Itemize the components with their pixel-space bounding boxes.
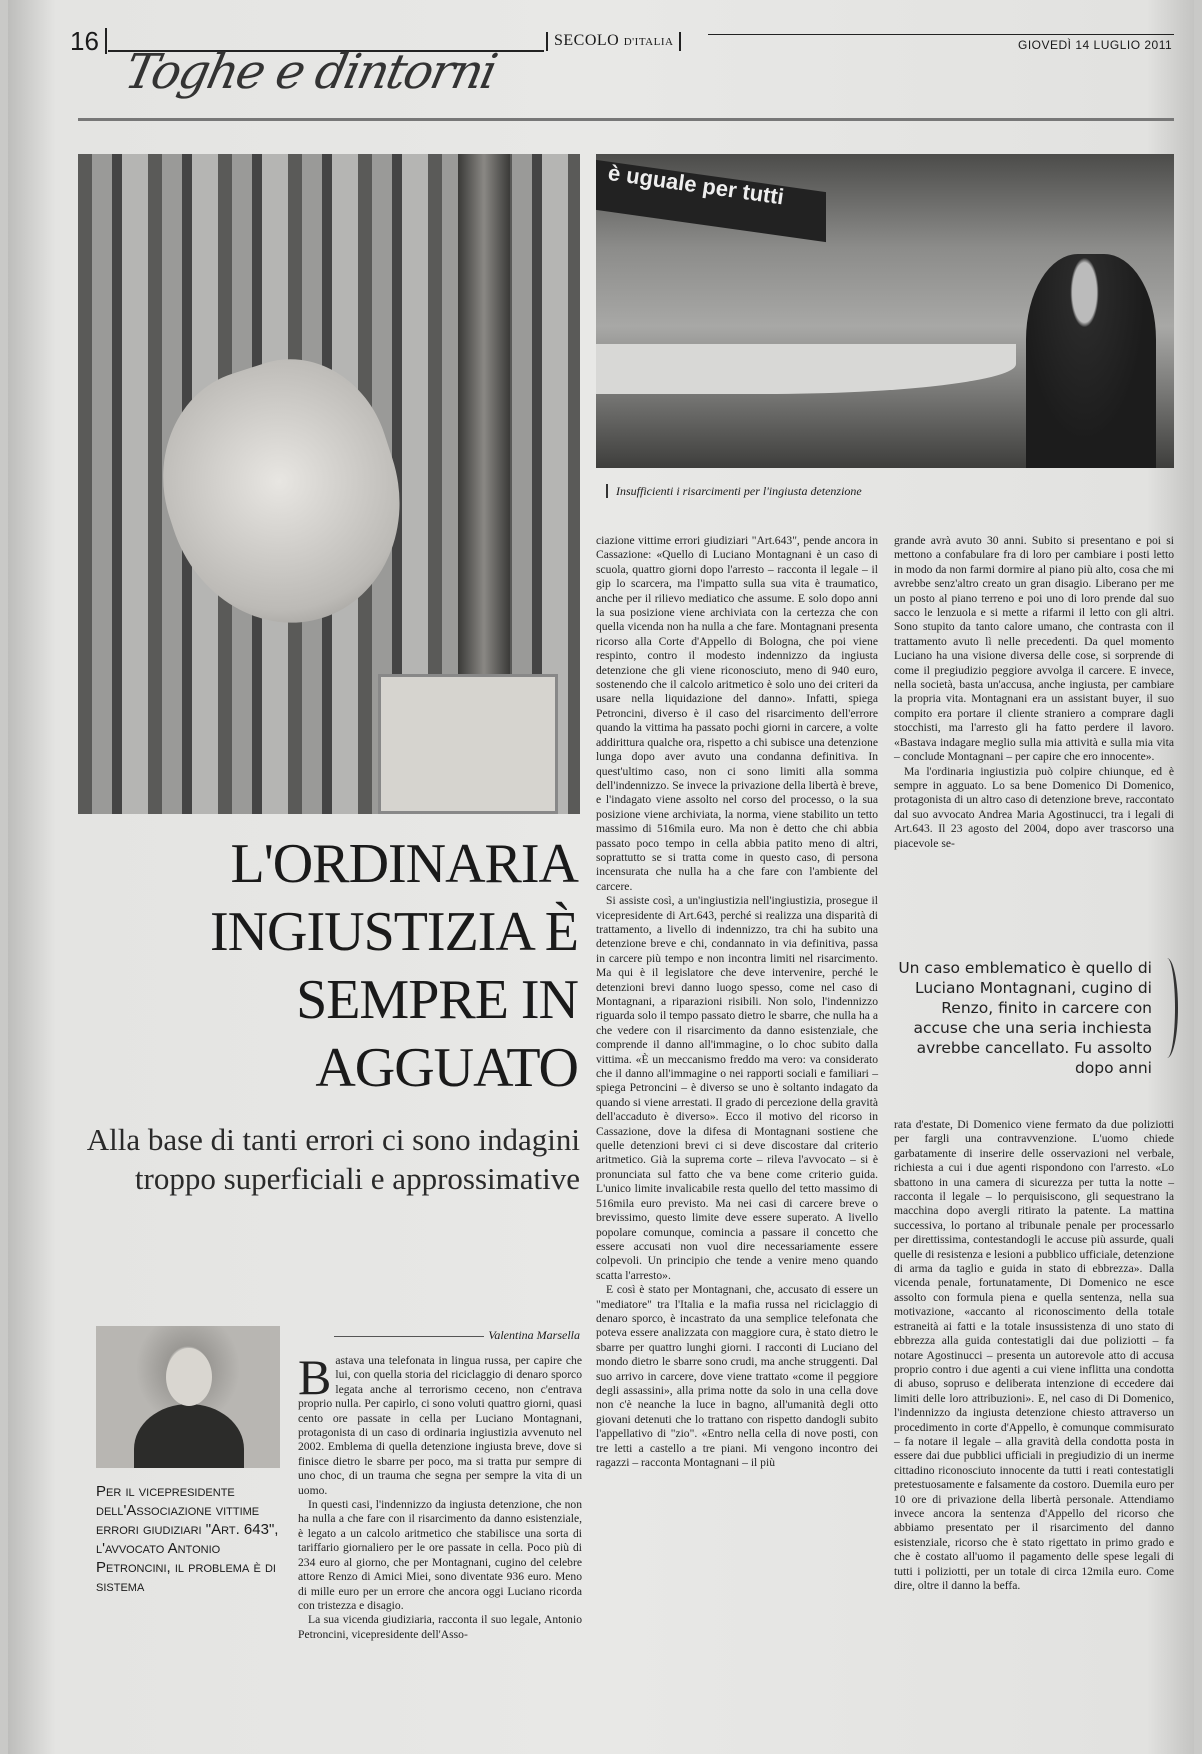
prison-bars-photo bbox=[78, 154, 580, 814]
photo-lock-plate bbox=[378, 674, 558, 814]
article-column-3 bbox=[894, 534, 1174, 851]
issue-date: GIOVEDÌ 14 LUGLIO 2011 bbox=[1018, 38, 1173, 52]
paragraph: In questi casi, l'indennizzo da ingiusta detenzione, che non ha nulla a che fare con il risarcimento da danno esistenziale, è legato a un calcolo aritmetico che stabilisce una sorta di tariffario giornaliero per le ore passate in cella. Poco più di 234 euro al giorno, che per Montagnani, cugino del celebre attore Renzo di Amici Miei, sono diventate 936 euro. Meno di mille euro per un errore che ancora oggi Luciano ricorda con tristezza e disagio. bbox=[298, 1498, 582, 1612]
masthead: SECOLO D'ITALIA bbox=[546, 32, 681, 51]
courtroom-photo bbox=[596, 154, 1174, 468]
photo-bench bbox=[596, 344, 1016, 394]
section-title: Toghe e dintorni bbox=[120, 44, 501, 100]
photo-judge bbox=[1026, 254, 1156, 468]
paragraph: Ma l'ordinaria ingiustizia può colpire chiunque, ed è sempre in agguato. Lo sa bene Domenico Di Domenico, protagonista di un altro caso di detenzione breve, raccontato dal suo avvocato Andrea Maria Agostinucci, tra i legali di Art.643. Il 23 agosto del 2004, dopo aver trascorso una piacevole se- bbox=[894, 764, 1174, 850]
portrait-box bbox=[96, 1326, 280, 1708]
subheadline: Alla base di tanti errori ci sono indagini troppo superficiali e approssimative bbox=[86, 1122, 580, 1196]
section-rule bbox=[78, 118, 1174, 121]
headline: L'ORDINARIA INGIUSTIZIA È SEMPRE IN AGGUATO bbox=[209, 833, 578, 1099]
paragraph: ciazione vittime errori giudiziari "Art.643", pende ancora in Cassazione: «Quello di Luciano Montagnani è un caso di scuola, quattro giorni dopo l'arresto – racconta il legale – il gip lo scarcera, ma l'impatto sulla sua vita è traumatico, anche per il rilievo mediatico che assume. E solo dopo anni la sua posizione viene archiviata con la certezza che con quella vicenda non ha nulla a che fare. Montagnani presenta ricorso alla Corte d'Appello di Bologna, che poi viene respinto, contro il modesto indennizzo da ingiusta detenzione che gli viene riconosciuto, meno di 940 euro, sostenendo che il calcolo aritmetico è solo uno dei criteri da usare nella liquidazione del danno». Infatti, spiega Petroncini, diverso è il caso del risarcimento dell'errore quando la vittima ha passato pochi giorni in carcere, a volte addirittura qualche ora, rispetto a chi subisce una detenzione lunga dopo aver avuto una condanna definitiva. In quest'ultimo caso, non ci sono limiti alla somma dell'indennizzo. Se invece la privazione della libertà è breve, e l'indagato viene assolto nel corso del processo, o la sua posizione viene archiviata, la norma, viene stabilito un tetto massimo di 516mila euro. Ma non è detto che chi abbia passato poco tempo in cella abbia patito meno di altri, soprattutto se si tratta come in questo caso, di persona incensurata che nulla ha a che fare con l'ambiente del carcere. bbox=[596, 534, 878, 893]
header-rule-right bbox=[708, 34, 1174, 35]
article-column-2 bbox=[596, 534, 878, 1470]
paragraph: grande avrà avuto 30 anni. Subito si presentano e poi si mettono a confabulare fra di loro per cambiare i posti letto in modo da non farmi dormire al piano più alto, cosa che mi avrebbe senz'altro creato un gran disagio. Liberano per me un posto al piano terreno e poi uno di loro prende dal suo sacco le lenzuola e si mette a rifarmi il letto con gli altri. Sono stupito da tanto calore umano, che contrasta con il trattamento avuto lì nelle precedenti. Da quel momento Luciano ha una visione diversa delle cose, si sorprende di come il pregiudizio peggiore avvolga il carcere. E invece, nella società, basta un'accusa, anche ingiusta, per cambiare la propria vita. Montagnani era un assistant buyer, il suo compito era portare il cliente straniero a comprare dagli stocchisti, ma l'arresto gli ha fatto perdere il lavoro. «Bastava indagare meglio sulla mia attività e sulla mia vita – conclude Montagnani – per capire che ero innocente». bbox=[894, 534, 1174, 764]
paragraph: E così è stato per Montagnani, che, accusato di essere un "mediatore" tra l'Italia e la mafia russa nel riciclaggio di denaro sporco, è incastrato da una semplice telefonata che poteva essere analizzata con maggiore cura, è stato dietro le sbarre per quattro lunghi giorni. I racconti di Luciano del mondo dietro le sbarre sono crudi, ma anche struggenti. Dal suo arrivo in carcere, dove viene trattato «come il peggiore degli assassini», alla prima notte da solo in una cella dove non c'è neanche la luce in bagno, all'umanità degli otto giovani detenuti che lo trattano con rispetto dandogli subito l'appellativo di "zio". «Entro nella cella di nove posti, con tre letti a castello a tre piani. Mi vengono incontro dei ragazzi – racconta Montagnani – il più bbox=[596, 1283, 878, 1469]
portrait-photo bbox=[96, 1326, 280, 1468]
newspaper-page bbox=[8, 0, 1194, 1754]
drop-cap: B bbox=[298, 1349, 332, 1405]
page-number: 16 bbox=[70, 28, 107, 54]
photo-banner-text: è uguale per tutti bbox=[606, 160, 786, 210]
paragraph: rata d'estate, Di Domenico viene fermato da due poliziotti per fargli una contravvenzione. L'uomo chiede garbatamente di inserire delle osservazioni nel verbale, richiesta a cui i due agenti rispondono con l'arresto. «Lo sbattono in una camera di sicurezza per tutta la notte – racconta il legale – lo perquisiscono, gli sequestrano la macchina dopo avergli ritirato la patente. La mattina successiva, lo portano al tribunale penale per processarlo per direttissima, contestandogli le accuse più assurde, quali quelle di resistenza e lesioni a pubblico ufficiale, detenzione di arma da taglio e guida in stato di ebbrezza». Dalla vicenda penale, fortunatamente, Di Domenico ne esce assolto con formula piena e quella sentenza, nella sua motivazione, «accanto al riconoscimento della totale estraneità ai fatti e la totale insussistenza di uno stato di ebbrezza alla guida contestatigli dai due poliziotti – fa notare Agostinucci – presenta un autorevole atto di accusa proprio contro i due agenti a cui viene inflitta una condotta di abuso, sopruso e deliberata intenzione di eccedere dai limiti delle loro attribuzioni». E, nel caso di Di Domenico, l'indennizzo da ingiusta detenzione chiesto attraverso un procedimento in corte d'Appello, è comunque commisurato – fa notare il legale – alla gravità della condotta posta in essere dai due pubblici ufficiali in pregiudizio di un inerme cittadino riconosciuto innocente da tutti i reati contestatigli pretestuosamente e falsamente da costoro. Duemila euro per 10 ore di privazione della libertà personale. Attendiamo invece ancora la sentenza d'Appello del ricorso che abbiamo presentato per il risarcimento del danno esistenziale, ricorso che è stato rigettato in primo grado e che è costato all'uomo il pagamento delle spese legali di tutti i poliziotti, per un totale di circa 12mila euro. Come dire, oltre il danno la beffa. bbox=[894, 1118, 1174, 1592]
paragraph: La sua vicenda giudiziaria, racconta il suo legale, Antonio Petroncini, vicepresidente dell'Asso- bbox=[298, 1613, 582, 1641]
headline-block bbox=[78, 830, 580, 1198]
article-column-1 bbox=[298, 1349, 582, 1642]
pull-quote-brace bbox=[1156, 958, 1178, 1058]
byline: Valentina Marsella bbox=[298, 1328, 580, 1343]
portrait-caption: Per il vicepresidente dell'Associazione vittime errori giudiziari "Art. 643", l'avvocato Antonio Petroncini, il problema è di sistema bbox=[96, 1483, 279, 1595]
paragraph: Bastava una telefonata in lingua russa, per capire che lui, con quella storia del riciclaggio di denaro sporco legata anche al terrorismo ceceno, non c'entrava proprio nulla. Per capirlo, ci sono voluti quattro giorni, quasi cento ore passate in cella per Luciano Montagnani, protagonista di un caso di ordinaria ingiustizia avvenuto nel 2002. Emblema di quella detenzione ingiusta breve, dove si finisce dietro le sbarre per poco, ma si tratta pur sempre di uno choc, di un trauma che segna per sempre la vita di un uomo. bbox=[298, 1349, 582, 1497]
article-column-3-continued bbox=[894, 1118, 1174, 1593]
pull-quote: Un caso emblematico è quello di Luciano Montagnani, cugino di Renzo, finito in carcere con accuse che una seria inchiesta avrebbe cancellato. Fu assolto dopo anni bbox=[898, 959, 1152, 1077]
photo-caption: Insufficienti i risarcimenti per l'ingiusta detenzione bbox=[606, 484, 862, 498]
paragraph: Si assiste così, a un'ingiustizia nell'ingiustizia, prosegue il vicepresidente di Art.643, perché si realizza una disparità di trattamento, a livello di indennizzo, tra chi ha subito una detenzione breve e chi, condannato in via definitiva, passa in carcere più tempo e non incontra limiti nel risarcimento. Ma qui è il legislatore che deve intervenire, perché le detenzioni brevi danno luogo spesso, come nel caso di Montagnani, a riparazioni risibili. Non solo, l'indennizzo riguarda solo il tempo passato dietro le sbarre, che nulla ha a che vedere con il risarcimento da danno esistenziale, che comprende il danno all'immagine, o lo choc subito dalla vittima. «È un meccanismo freddo ma vero: va considerato che il danno all'immagine o nei rapporti sociali e familiari – spiega Petroncini – è diverso se uno è soltanto indagato da quando si viene arrestati. Il grado di percezione della gravità dell'accaduto è diverso». Ecco il motivo del ricorso in Cassazione, dove la difesa di Montagnani sostiene che quelle detenzioni brevi ci si deve discostare dal criterio aritmetico. Già la suprema corte – rileva l'avvocato – si è pronunciata sul fatto che va bene come criterio guida. L'unico limite invalicabile resta quello del tetto massimo di 516mila euro previsto. Ma nei casi di carcere breve o brevissimo, questo limite deve essere superato. A livello popolare comunque, comincia a passare il concetto che essere accusati non vuol dire necessariamente essere colpevoli. Un principio che tende a venire meno quando scatta l'arresto». bbox=[596, 894, 878, 1282]
photo-hand bbox=[133, 335, 432, 653]
